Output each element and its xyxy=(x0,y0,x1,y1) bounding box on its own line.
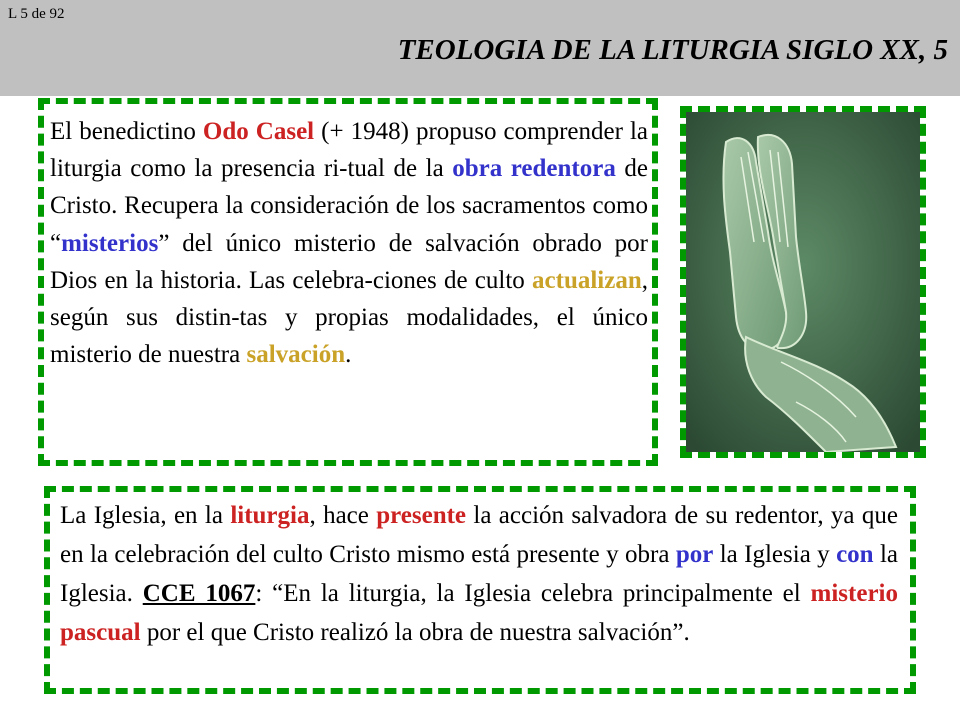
highlight-liturgia: liturgia xyxy=(230,502,310,529)
top-paragraph xyxy=(50,113,648,373)
header-bar xyxy=(0,0,960,96)
text-run: ” del único misterio de salvación obrado por Dios en la historia. Las celebra-ciones de culto xyxy=(50,229,648,294)
highlight-por: por xyxy=(675,541,714,568)
text-run: la acción salvadora de su redentor, ya que en la celebración del culto Cristo mismo está presente y obra xyxy=(60,502,898,568)
text-run: . xyxy=(345,341,352,369)
highlight-misterio-pascual: misterio pascual xyxy=(60,580,898,646)
highlight-salvacion: salvación xyxy=(246,341,346,369)
text-run: La Iglesia, en la xyxy=(60,502,231,529)
slide-title: TEOLOGIA DE LA LITURGIA SIGLO XX, 5 xyxy=(397,34,948,66)
highlight-odo-casel: Odo Casel xyxy=(202,118,315,145)
text-run: la Iglesia. xyxy=(60,541,898,607)
text-run: por el que Cristo realizó la obra de nuestra salvación”. xyxy=(140,619,690,646)
text-run: , hace xyxy=(309,502,377,529)
text-run: El benedictino xyxy=(50,118,203,145)
highlight-con: con xyxy=(836,541,874,568)
slide-counter: L 5 de 92 xyxy=(8,6,65,22)
bottom-paragraph xyxy=(60,496,898,652)
highlight-obra-redentora: obra redentora xyxy=(452,155,616,183)
text-run: la Iglesia y xyxy=(713,541,837,568)
highlight-actualizan: actualizan xyxy=(532,266,642,294)
text-run: (+ 1948) propuso comprender la liturgia como la presencia ri-tual de la xyxy=(50,118,649,183)
text-run: , según sus distin-tas y propias modalidades, el único misterio de nuestra xyxy=(50,266,648,369)
praying-hands-icon xyxy=(686,112,920,452)
highlight-misterios: misterios xyxy=(61,229,159,257)
praying-hands-image xyxy=(686,112,920,452)
reference-cce-1067: CCE 1067 xyxy=(142,580,256,607)
highlight-presente: presente xyxy=(376,502,467,529)
text-run: de Cristo. Recupera la consideración de los sacramentos como “ xyxy=(50,155,648,257)
text-run: : “En la liturgia, la Iglesia celebra principalmente el xyxy=(255,580,811,607)
